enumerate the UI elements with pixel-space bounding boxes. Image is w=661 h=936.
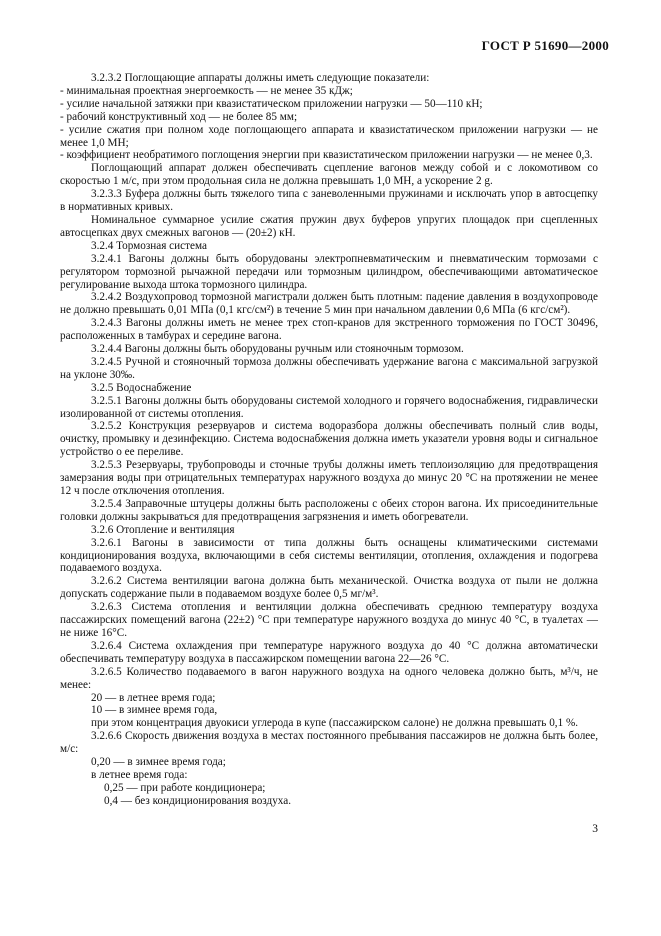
list-item: - рабочий конструктивный ход — не более 85 мм; xyxy=(60,110,298,123)
page-number: 3 xyxy=(592,823,598,835)
paragraph: 3.2.6.2 Система вентиляции вагона должна быть механической. Очистка воздуха от пыли не должна допускать содержание пыли в подаваемом воздухе более 0,5 мг/м³. xyxy=(60,575,598,601)
paragraph: 3.2.6.4 Система охлаждения при температуре наружного воздуха до 40 °С должна автоматически обеспечивать температуру воздуха в пассажирском помещении вагона 22—26 °С. xyxy=(60,639,598,665)
paragraph: 3.2.4.2 Воздухопровод тормозной магистрали должен быть плотным: падение давления в воздухопроводе не должно превышать 0,01 МПа (0,1 кгс/см²) в течение 5 мин при начальном давлении 0,6 МПа (6 кгс/см²). xyxy=(60,291,598,317)
paragraph: 3.2.3.2 Поглощающие аппараты должны иметь следующие показатели: xyxy=(91,72,430,84)
paragraph: 3.2.4.1 Вагоны должны быть оборудованы электропневматическим и пневматическим тормозами с регулятором тормозной рычажной передачи или тормозным цилиндром, обеспечивающими автоматическое регулирование выхода штока тормозного цилиндра. xyxy=(60,252,598,291)
paragraph: 3.2.4.4 Вагоны должны быть оборудованы ручным или стояночным тормозом. xyxy=(91,343,464,356)
paragraph: 3.2.4.5 Ручной и стояночный тормоза должны обеспечивать удержание вагона с максимальной загрузкой на уклоне 30‰. xyxy=(60,355,598,381)
section-heading: 3.2.4 Тормозная система xyxy=(91,239,207,252)
section-heading: 3.2.5 Водоснабжение xyxy=(91,381,192,394)
paragraph: 3.2.4.3 Вагоны должны иметь не менее трех стоп-кранов для экстренного торможения по ГОСТ 30496, расположенных в тамбурах и середине вагона. xyxy=(60,317,598,343)
list-item: - усилие сжатия при полном ходе поглощающего аппарата и квазистатическом приложении нагрузки — не менее 1,0 МН; xyxy=(60,123,598,149)
section-heading: 3.2.6 Отопление и вентиляция xyxy=(91,523,235,536)
document-header: ГОСТ Р 51690—2000 xyxy=(481,38,609,53)
paragraph: 3.2.5.3 Резервуары, трубопроводы и сточные трубы должны иметь теплоизоляцию для предотвращения замерзания воды при отрицательных температурах наружного воздуха до минус 20 °С на протяжении не менее 12 ч после отключения отопления. xyxy=(60,459,598,497)
list-item: - коэффициент необратимого поглощения энергии при квазистатическом приложении нагрузки — не менее 0,3. xyxy=(60,149,593,162)
list-item: - усилие начальной затяжки при квазистатическом приложении нагрузки — 50—110 кН; xyxy=(60,97,483,110)
paragraph: 3.2.6.3 Система отопления и вентиляции должна обеспечивать среднюю температуру воздуха пассажирских помещений вагона (22±2) °С при температуре наружного воздуха до минус 40 °С, в туалетах — не ниже 16°С. xyxy=(60,601,598,639)
paragraph: 3.2.5.2 Конструкция резервуаров и система водоразбора должны обеспечивать полный слив воды, очистку, промывку и дезинфекцию. Система водоснабжения должна иметь указатели уровня воды и сигнальное устройство о ее переливе. xyxy=(60,420,598,459)
list-item: 0,4 — без кондиционирования воздуха. xyxy=(104,794,292,807)
list-item: 0,25 — при работе кондиционера; xyxy=(104,781,266,794)
paragraph: 3.2.6.5 Количество подаваемого в вагон наружного воздуха на одного человека должно быть, м³/ч, не менее: xyxy=(60,665,598,691)
paragraph: 3.2.6.1 Вагоны в зависимости от типа должны быть оснащены климатическими системами кондиционирования воздуха, включающими в себя системы вентиляции, отопления, охлаждения и подогрева подаваемого воздуха. xyxy=(60,536,598,575)
list-item: 0,20 — в зимнее время года; xyxy=(91,756,226,769)
paragraph: при этом концентрация двуокиси углерода в купе (пассажирском салоне) не должна превышать 0,1 %. xyxy=(91,717,579,730)
list-item: 10 — в зимнее время года, xyxy=(91,704,218,717)
paragraph: Номинальное суммарное усилие сжатия пружин двух буферов упругих площадок при сцепленных автосцепках двух смежных вагонов — (20±2) кН. xyxy=(60,213,598,239)
paragraph: Поглощающий аппарат должен обеспечивать сцепление вагонов между собой и с локомотивом со скоростью 1 м/с, при этом продольная сила не должна превышать 1,0 МН, а ускорение 2 g. xyxy=(60,162,598,188)
paragraph: 3.2.5.1 Вагоны должны быть оборудованы системой холодного и горячего водоснабжения, гидравлически изолированной от системы отопления. xyxy=(60,394,598,420)
document-body xyxy=(60,72,598,808)
list-item: в летнее время года: xyxy=(91,768,188,781)
list-item: - минимальная проектная энергоемкость — не менее 35 кДж; xyxy=(60,84,353,97)
list-item: 20 — в летнее время года; xyxy=(91,691,216,704)
paragraph: 3.2.5.4 Заправочные штуцеры должны быть расположены с обеих сторон вагона. Их присоединительные головки должны закрываться для предотвращения загрязнения и иметь обогреватели. xyxy=(60,497,598,523)
paragraph: 3.2.3.3 Буфера должны быть тяжелого типа с заневоленными пружинами и исключать упор в автосцепку в нормативных кривых. xyxy=(60,188,598,214)
paragraph: 3.2.6.6 Скорость движения воздуха в местах постоянного пребывания пассажиров не должна быть более, м/с: xyxy=(60,730,598,756)
